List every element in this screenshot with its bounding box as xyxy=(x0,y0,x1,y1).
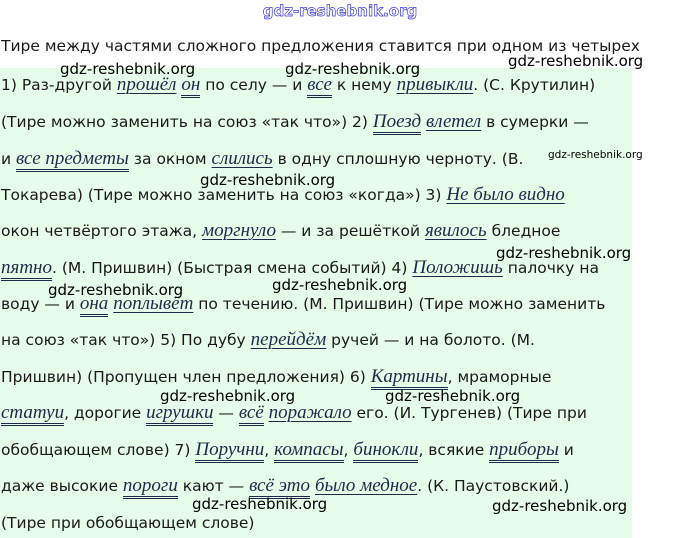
site-header: gdz-reshebnik.org xyxy=(262,2,418,20)
text-line-13: даже высокие пороги кают — всё это было медное. (К. Паустовский.) xyxy=(1,476,569,496)
watermark: gdz-reshebnik.org xyxy=(548,149,643,161)
watermark: gdz-reshebnik.org xyxy=(272,276,408,294)
text-line-2: 1) Раз-другой прошёл он по селу — и все к нему привыкли. (С. Крутилин) xyxy=(1,75,595,95)
text-line-4: и все предметы за окном слились в одну сплошную черноту. (В. xyxy=(1,149,523,169)
text-line-7: пятно. (М. Пришвин) (Быстрая смена событий) 4) Положишь палочку на xyxy=(1,258,599,278)
watermark: gdz-reshebnik.org xyxy=(160,387,296,405)
text-line-3: (Тире можно заменить на союз «так что») 2) Поезд влетел в сумерки — xyxy=(1,112,589,132)
text-line-9: на союз «так что») 5) По дубу перейдём ручей — и на болото. (М. xyxy=(1,329,535,350)
watermark: gdz-reshebnik.org xyxy=(192,495,328,513)
watermark: gdz-reshebnik.org xyxy=(385,387,521,405)
text-line-10: Пришвин) (Пропущен член предложения) 6) Картины, мраморные xyxy=(1,367,551,387)
text-line-6: окон четвёртого этажа, моргнуло — и за решёткой явилось бледное xyxy=(1,220,561,241)
watermark: gdz-reshebnik.org xyxy=(60,60,196,78)
watermark: gdz-reshebnik.org xyxy=(285,60,421,78)
watermark: gdz-reshebnik.org xyxy=(492,497,628,515)
text-line-1: Тире между частями сложного предложения ставится при одном из четырех xyxy=(1,37,640,55)
text-line-11: статуи, дорогие игрушки — всё поражало его. (И. Тургенев) (Тире при xyxy=(1,403,587,423)
text-line-14: (Тире при обобщающем слове) xyxy=(1,514,255,532)
text-line-8: воду — и она поплывёт по течению. (М. Пришвин) (Тире можно заменить xyxy=(1,294,605,314)
watermark: gdz-reshebnik.org xyxy=(508,52,644,70)
watermark: gdz-reshebnik.org xyxy=(200,171,336,189)
watermark: gdz-reshebnik.org xyxy=(48,281,184,299)
text-line-5: Токарева) (Тире можно заменить на союз «когда») 3) Не было видно xyxy=(1,184,565,205)
watermark: gdz-reshebnik.org xyxy=(496,244,632,262)
text-line-12: обобщающем слове) 7) Поручни, компасы, бинокли, всякие приборы и xyxy=(1,440,574,460)
